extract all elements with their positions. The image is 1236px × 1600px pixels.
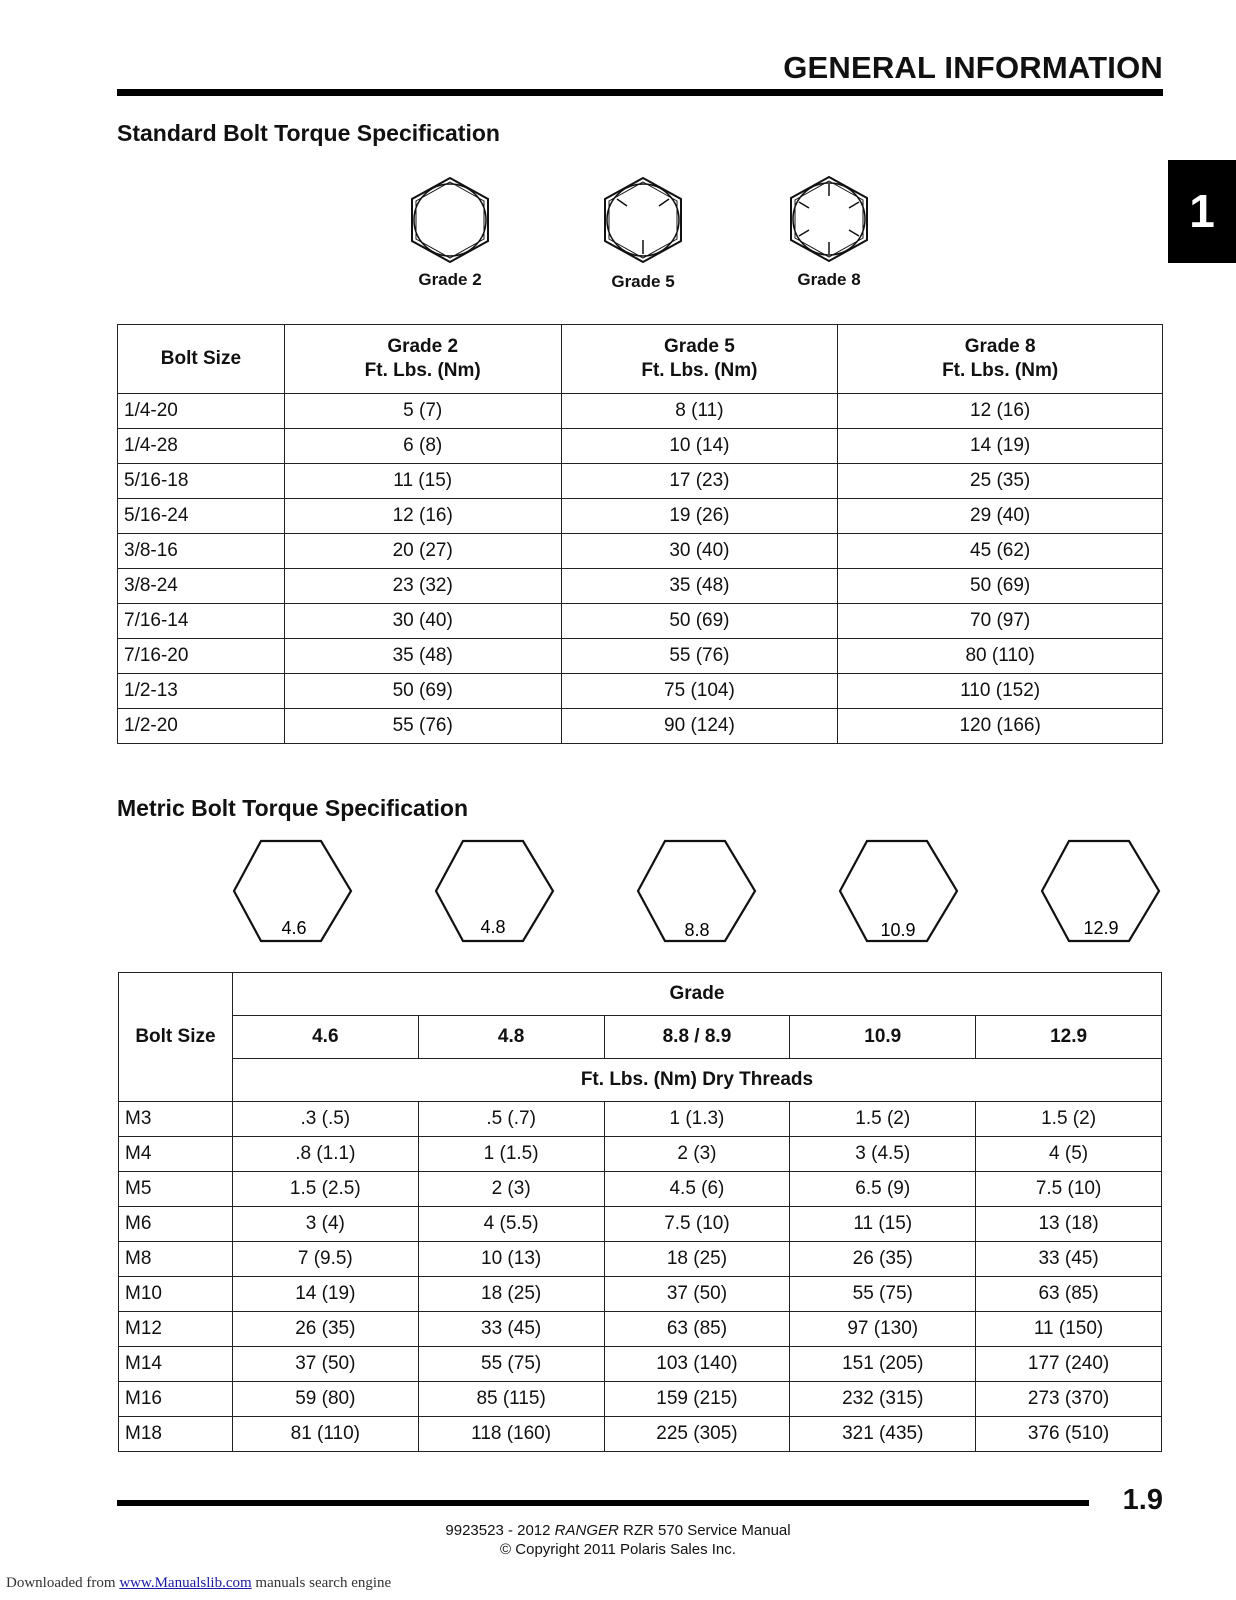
svg-text:10.9: 10.9 [880, 920, 916, 940]
torque-value-cell: 33 (45) [976, 1242, 1162, 1277]
grade-12-9-header: 12.9 [976, 1016, 1162, 1059]
torque-value-cell: 321 (435) [790, 1417, 976, 1452]
grade-8-8-header: 8.8 / 8.9 [604, 1016, 790, 1059]
torque-value-cell: 30 (40) [561, 534, 838, 569]
bolt-size-cell: M4 [119, 1137, 233, 1172]
torque-value-cell: 18 (25) [604, 1242, 790, 1277]
table-row [119, 1172, 1162, 1207]
torque-value-cell: 14 (19) [232, 1277, 418, 1312]
bolt-size-cell: M3 [119, 1102, 233, 1137]
torque-value-cell: 59 (80) [232, 1382, 418, 1417]
torque-value-cell: 159 (215) [604, 1382, 790, 1417]
grade-4-8-bolt-head-icon [436, 841, 553, 941]
torque-value-cell: 29 (40) [838, 499, 1163, 534]
torque-value-cell: 23 (32) [284, 569, 561, 604]
chapter-tab: 1 [1168, 160, 1236, 263]
unit-header: Ft. Lbs. (Nm) Dry Threads [232, 1059, 1161, 1102]
torque-value-cell: 11 (15) [284, 464, 561, 499]
torque-value-cell: 85 (115) [418, 1382, 604, 1417]
grade-group-header: Grade [232, 973, 1161, 1016]
torque-value-cell: 4.5 (6) [604, 1172, 790, 1207]
torque-value-cell: .5 (.7) [418, 1102, 604, 1137]
bolt-size-header: Bolt Size [118, 325, 285, 394]
grade-10-9-bolt-head-icon [840, 841, 957, 941]
torque-value-cell: 50 (69) [561, 604, 838, 639]
torque-value-cell: 7 (9.5) [232, 1242, 418, 1277]
table-header-row [118, 325, 1163, 394]
torque-value-cell: 4 (5) [976, 1137, 1162, 1172]
torque-value-cell: 26 (35) [790, 1242, 976, 1277]
torque-value-cell: 70 (97) [838, 604, 1163, 639]
table-row [118, 639, 1163, 674]
torque-value-cell: 81 (110) [232, 1417, 418, 1452]
torque-value-cell: 55 (75) [418, 1347, 604, 1382]
torque-value-cell: 103 (140) [604, 1347, 790, 1382]
torque-value-cell: 8 (11) [561, 394, 838, 429]
torque-value-cell: 17 (23) [561, 464, 838, 499]
torque-value-cell: 11 (15) [790, 1207, 976, 1242]
torque-value-cell: 26 (35) [232, 1312, 418, 1347]
torque-value-cell: 45 (62) [838, 534, 1163, 569]
grade-8-column-header: Grade 8 Ft. Lbs. (Nm) [838, 325, 1163, 394]
grade-values-row [119, 1016, 1162, 1059]
torque-value-cell: 1 (1.5) [418, 1137, 604, 1172]
table-row [119, 1312, 1162, 1347]
torque-value-cell: 376 (510) [976, 1417, 1162, 1452]
torque-value-cell: 55 (76) [561, 639, 838, 674]
bolt-size-cell: M6 [119, 1207, 233, 1242]
metric-torque-table [118, 972, 1162, 1452]
table-row [118, 464, 1163, 499]
grade-12-9-bolt-head-icon [1042, 841, 1159, 941]
table-row [119, 1102, 1162, 1137]
torque-value-cell: 13 (18) [976, 1207, 1162, 1242]
torque-value-cell: 50 (69) [838, 569, 1163, 604]
torque-value-cell: 1.5 (2) [976, 1102, 1162, 1137]
bolt-size-cell: 1/2-13 [118, 674, 285, 709]
bolt-size-cell: M10 [119, 1277, 233, 1312]
grade-8-label: Grade 8 [797, 270, 861, 289]
bolt-size-header: Bolt Size [119, 973, 233, 1102]
torque-value-cell: 1.5 (2) [790, 1102, 976, 1137]
table-row [119, 1277, 1162, 1312]
torque-value-cell: 177 (240) [976, 1347, 1162, 1382]
torque-value-cell: 2 (3) [418, 1172, 604, 1207]
standard-section-title: Standard Bolt Torque Specification [117, 120, 500, 146]
bolt-size-cell: M14 [119, 1347, 233, 1382]
torque-value-cell: 118 (160) [418, 1417, 604, 1452]
torque-value-cell: 55 (75) [790, 1277, 976, 1312]
table-row [118, 429, 1163, 464]
grade-2-column-header: Grade 2 Ft. Lbs. (Nm) [284, 325, 561, 394]
page-header-title: GENERAL INFORMATION [783, 50, 1163, 85]
torque-value-cell: 7.5 (10) [976, 1172, 1162, 1207]
unit-header-row [119, 1059, 1162, 1102]
torque-value-cell: 12 (16) [284, 499, 561, 534]
torque-value-cell: 97 (130) [790, 1312, 976, 1347]
bolt-size-cell: 3/8-24 [118, 569, 285, 604]
torque-value-cell: 75 (104) [561, 674, 838, 709]
torque-value-cell: 12 (16) [838, 394, 1163, 429]
torque-value-cell: 2 (3) [604, 1137, 790, 1172]
page-number: 1.9 [1122, 1484, 1163, 1516]
bolt-size-cell: 1/2-20 [118, 709, 285, 744]
table-row [118, 534, 1163, 569]
svg-text:12.9: 12.9 [1083, 918, 1119, 938]
bolt-size-cell: M16 [119, 1382, 233, 1417]
torque-value-cell: 1.5 (2.5) [232, 1172, 418, 1207]
torque-value-cell: 35 (48) [561, 569, 838, 604]
bolt-size-cell: 1/4-28 [118, 429, 285, 464]
torque-value-cell: .8 (1.1) [232, 1137, 418, 1172]
torque-value-cell: 10 (14) [561, 429, 838, 464]
torque-value-cell: 5 (7) [284, 394, 561, 429]
table-row [118, 604, 1163, 639]
table-row [118, 499, 1163, 534]
table-row [118, 394, 1163, 429]
torque-value-cell: 3 (4) [232, 1207, 418, 1242]
torque-value-cell: 10 (13) [418, 1242, 604, 1277]
metric-section-title: Metric Bolt Torque Specification [117, 795, 468, 821]
table-row [119, 1382, 1162, 1417]
svg-text:4.8: 4.8 [480, 917, 506, 937]
torque-value-cell: 35 (48) [284, 639, 561, 674]
torque-value-cell: 25 (35) [838, 464, 1163, 499]
manualslib-link[interactable]: www.Manualslib.com [119, 1575, 252, 1591]
torque-value-cell: 80 (110) [838, 639, 1163, 674]
torque-value-cell: .3 (.5) [232, 1102, 418, 1137]
grade-5-bolt-head-icon [601, 175, 685, 265]
torque-value-cell: 232 (315) [790, 1382, 976, 1417]
grade-4-6-header: 4.6 [232, 1016, 418, 1059]
torque-value-cell: 7.5 (10) [604, 1207, 790, 1242]
footer-rule [117, 1500, 1089, 1506]
torque-value-cell: 50 (69) [284, 674, 561, 709]
svg-text:4.6: 4.6 [281, 918, 307, 938]
torque-value-cell: 4 (5.5) [418, 1207, 604, 1242]
torque-value-cell: 63 (85) [604, 1312, 790, 1347]
torque-value-cell: 90 (124) [561, 709, 838, 744]
grade-5-label: Grade 5 [611, 272, 675, 291]
bolt-size-cell: 7/16-14 [118, 604, 285, 639]
bolt-size-cell: M5 [119, 1172, 233, 1207]
torque-value-cell: 14 (19) [838, 429, 1163, 464]
bolt-size-cell: 5/16-18 [118, 464, 285, 499]
bolt-size-cell: M8 [119, 1242, 233, 1277]
torque-value-cell: 3 (4.5) [790, 1137, 976, 1172]
torque-value-cell: 19 (26) [561, 499, 838, 534]
grade-4-8-header: 4.8 [418, 1016, 604, 1059]
torque-value-cell: 20 (27) [284, 534, 561, 569]
torque-value-cell: 110 (152) [838, 674, 1163, 709]
torque-value-cell: 225 (305) [604, 1417, 790, 1452]
grade-4-6-bolt-head-icon [234, 841, 351, 941]
grade-8-bolt-head-icon [787, 174, 871, 264]
torque-value-cell: 63 (85) [976, 1277, 1162, 1312]
copyright-line: © Copyright 2011 Polaris Sales Inc. [500, 1541, 736, 1558]
torque-value-cell: 37 (50) [232, 1347, 418, 1382]
table-row [118, 569, 1163, 604]
grade-2-label: Grade 2 [418, 270, 482, 289]
svg-text:8.8: 8.8 [684, 920, 710, 940]
grade-5-column-header: Grade 5 Ft. Lbs. (Nm) [561, 325, 838, 394]
download-watermark: Downloaded from www.Manualslib.com manuals search engine [6, 1575, 392, 1591]
torque-value-cell: 6.5 (9) [790, 1172, 976, 1207]
metric-bolt-heads-row [232, 838, 1164, 948]
standard-torque-table [117, 324, 1163, 744]
torque-value-cell: 33 (45) [418, 1312, 604, 1347]
table-row [118, 674, 1163, 709]
bolt-size-cell: 5/16-24 [118, 499, 285, 534]
manual-title-line: 9923523 - 2012 RANGER RZR 570 Service Manual [445, 1522, 791, 1539]
table-row [119, 1347, 1162, 1382]
table-row [119, 1242, 1162, 1277]
torque-value-cell: 30 (40) [284, 604, 561, 639]
bolt-size-cell: 1/4-20 [118, 394, 285, 429]
grade-10-9-header: 10.9 [790, 1016, 976, 1059]
grade-2-bolt-head-icon [408, 175, 492, 265]
table-row [119, 1137, 1162, 1172]
torque-value-cell: 151 (205) [790, 1347, 976, 1382]
torque-value-cell: 37 (50) [604, 1277, 790, 1312]
bolt-size-cell: M18 [119, 1417, 233, 1452]
table-row [118, 709, 1163, 744]
bolt-size-cell: 7/16-20 [118, 639, 285, 674]
grade-header-row [119, 973, 1162, 1016]
table-row [119, 1207, 1162, 1242]
table-row [119, 1417, 1162, 1452]
torque-value-cell: 55 (76) [284, 709, 561, 744]
header-rule [117, 89, 1163, 96]
torque-value-cell: 11 (150) [976, 1312, 1162, 1347]
torque-value-cell: 1 (1.3) [604, 1102, 790, 1137]
torque-value-cell: 273 (370) [976, 1382, 1162, 1417]
grade-8-8-bolt-head-icon [638, 841, 755, 941]
torque-value-cell: 18 (25) [418, 1277, 604, 1312]
bolt-size-cell: M12 [119, 1312, 233, 1347]
bolt-size-cell: 3/8-16 [118, 534, 285, 569]
torque-value-cell: 6 (8) [284, 429, 561, 464]
torque-value-cell: 120 (166) [838, 709, 1163, 744]
